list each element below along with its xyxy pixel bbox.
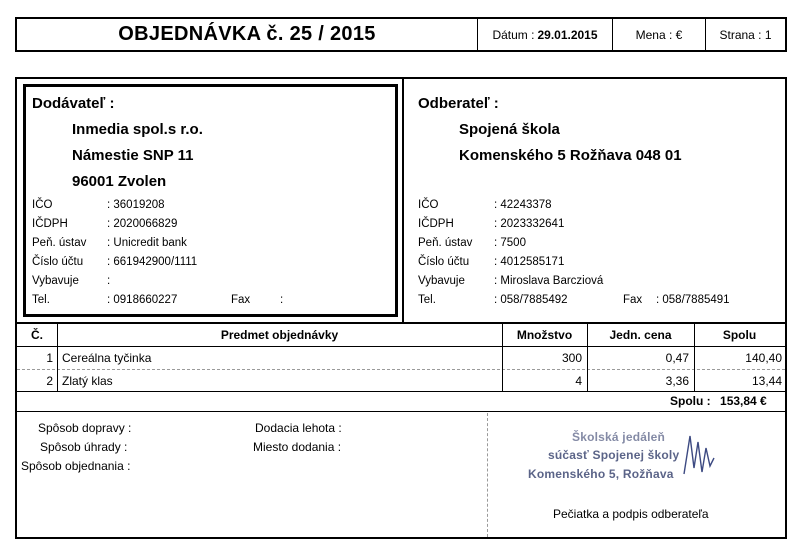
stamp-line-2: súčasť Spojenej školy (548, 448, 680, 462)
row-total: 13,44 (751, 373, 782, 388)
sum-label: Spolu : (670, 394, 711, 408)
customer-contact-label: Vybavuje (418, 275, 465, 287)
customer-tel-value: : 058/7885492 (494, 294, 568, 306)
supplier-fax-label: Fax (231, 294, 251, 306)
supplier-heading: Dodávateľ : (32, 95, 115, 112)
page-number: Strana : 1 (719, 27, 772, 42)
delivery-date-label: Dodacia lehota : (255, 421, 342, 435)
supplier-city: 96001 Zvolen (72, 173, 167, 190)
document-header (15, 17, 787, 52)
supplier-icdph-label: IČDPH (32, 218, 68, 230)
customer-ico-value: : 42243378 (494, 199, 552, 211)
supplier-tel-label: Tel. (32, 294, 50, 306)
transport-label: Spôsob dopravy : (38, 421, 132, 435)
customer-tel-label: Tel. (418, 294, 436, 306)
customer-fax-label: Fax (623, 294, 643, 306)
order-title: OBJEDNÁVKA č. 25 / 2015 (118, 23, 376, 45)
row-item: Zlatý klas (62, 373, 113, 388)
table-bottom-line (17, 391, 785, 392)
customer-contact-value: : Miroslava Barcziová (494, 275, 604, 287)
row-item: Cereálna tyčinka (62, 351, 152, 365)
customer-icdph-value: : 2023332641 (494, 218, 565, 230)
table-header (17, 324, 785, 346)
col-price-header: Jedn. cena (609, 328, 672, 342)
supplier-ico-value: : 36019208 (107, 199, 165, 211)
payment-label: Spôsob úhrady : (40, 440, 128, 454)
customer-icdph-label: IČDPH (418, 218, 454, 230)
customer-address: Komenského 5 Rožňava 048 01 (459, 147, 682, 164)
sum-bottom-line (15, 411, 787, 412)
customer-fax-value: : 058/7885491 (656, 294, 730, 306)
signature-scribble (680, 428, 720, 480)
currency: Mena : € (635, 27, 683, 42)
row-qty: 300 (561, 351, 582, 365)
col-item-header: Predmet objednávky (220, 328, 339, 342)
table-row (17, 370, 785, 391)
supplier-box (23, 84, 398, 317)
table-row (17, 347, 785, 369)
supplier-icdph-value: : 2020066829 (107, 218, 178, 230)
supplier-contact-value: : (107, 275, 111, 287)
stamp-line-3: Komenského 5, Rožňava (528, 467, 674, 481)
customer-name: Spojená škola (459, 121, 560, 138)
row-qty: 4 (575, 373, 582, 388)
customer-account-value: : 4012585171 (494, 256, 565, 268)
delivery-place-label: Miesto dodania : (253, 440, 342, 454)
row-total: 140,40 (745, 351, 782, 365)
supplier-tel-value: : 0918660227 (107, 294, 178, 306)
customer-heading: Odberateľ : (418, 95, 499, 112)
sum-value: 153,84 € (720, 394, 767, 408)
col-qty-header: Množstvo (516, 328, 573, 342)
supplier-account-value: : 661942900/1111 (107, 256, 198, 268)
order-sum (670, 394, 767, 408)
supplier-fax-value: : (280, 294, 284, 306)
col-number-header: Č. (31, 328, 43, 342)
row-number: 1 (46, 351, 53, 365)
customer-bank-label: Peň. ústav (418, 237, 473, 249)
supplier-account-label: Číslo účtu (32, 256, 84, 268)
row-number: 2 (46, 373, 53, 388)
supplier-street: Námestie SNP 11 (72, 147, 194, 164)
supplier-bank-label: Peň. ústav (32, 237, 87, 249)
supplier-ico-label: IČO (32, 199, 53, 211)
customer-account-label: Číslo účtu (418, 256, 470, 268)
stamp-caption: Pečiatka a podpis odberateľa (553, 507, 709, 521)
party-divider (402, 77, 404, 323)
customer-bank-value: : 7500 (494, 237, 526, 249)
supplier-name: Inmedia spol.s r.o. (72, 121, 203, 138)
supplier-bank-value: : Unicredit bank (107, 237, 187, 249)
supplier-contact-label: Vybavuje (32, 275, 79, 287)
row-price: 3,36 (665, 373, 689, 388)
date-value: 29.01.2015 (537, 27, 598, 42)
order-date (478, 19, 612, 50)
signature-area-divider (487, 413, 488, 537)
date-label: Dátum : (492, 27, 535, 42)
stamp-line-1: Školská jedáleň (572, 430, 666, 444)
customer-stamp (520, 428, 750, 498)
col-total-header: Spolu (722, 328, 757, 342)
customer-ico-label: IČO (418, 199, 439, 211)
ordering-label: Spôsob objednania : (21, 459, 131, 473)
row-price: 0,47 (665, 351, 689, 365)
